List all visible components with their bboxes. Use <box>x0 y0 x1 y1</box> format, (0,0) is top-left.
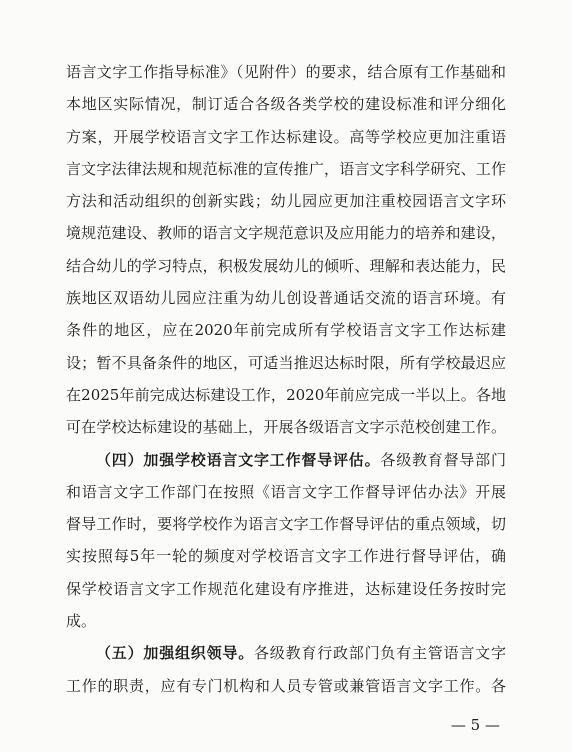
text-line <box>66 444 506 476</box>
page-number: — 5 — <box>450 716 500 734</box>
text-line: 可在学校达标建设的基础上，开展各级语言文字示范校创建工作。 <box>66 418 506 437</box>
text-line: 实按照每5年一轮的频度对学校语言文字工作进行督导评估，确 <box>66 547 506 566</box>
text-line: 结合幼儿的学习特点，积极发展幼儿的倾听、理解和表达能力，民 <box>66 256 506 275</box>
text-line: 境规范建设、教师的语言文字规范意识及应用能力的培养和建设， <box>66 224 506 243</box>
text-line: 在2025年前完成达标建设工作，2020年前应完成一半以上。各地 <box>66 385 506 404</box>
text-line: 言文字法律法规和规范标准的宣传推广，语言文字科学研究、工作 <box>66 159 506 178</box>
text-line: 保学校语言文字工作规范化建设有序推进，达标建设任务按时完 <box>66 579 506 598</box>
text-line: 和语言文字工作部门在按照《语言文字工作督导评估办法》开展 <box>66 482 506 501</box>
text-line: 成。 <box>66 612 97 631</box>
text-line <box>66 637 506 669</box>
paragraph-supervision <box>66 444 506 638</box>
text-line: 方法和活动组织的创新实践；幼儿园应更加注重校园语言文字环 <box>66 192 506 211</box>
text-line: 本地区实际情况，制订适合各级各类学校的建设标准和评分细化 <box>66 95 506 114</box>
paragraph-standards <box>66 56 506 444</box>
paragraph-leadership <box>66 637 506 702</box>
text-line: 工作的职责，应有专门机构和人员专管或兼管语言文字工作。各 <box>66 676 506 695</box>
text-line: 语言文字工作指导标准》（见附件）的要求，结合原有工作基础和 <box>66 63 506 81</box>
text-line: 条件的地区，应在2020年前完成所有学校语言文字工作达标建 <box>66 321 506 340</box>
section-heading: （四）加强学校语言文字工作督导评估。 <box>96 450 381 469</box>
body-text <box>66 56 506 702</box>
section-heading: （五）加强组织领导。 <box>96 644 254 663</box>
text-run: 各级教育督导部门 <box>380 450 506 469</box>
text-run: 各级教育行政部门负有主管语言文字 <box>254 644 506 663</box>
text-line: 族地区双语幼儿园应注重为幼儿创设普通话交流的语言环境。有 <box>66 289 506 308</box>
text-line: 督导工作时，要将学校作为语言文字工作督导评估的重点领域，切 <box>66 515 506 534</box>
text-line: 方案，开展学校语言文字工作达标建设。高等学校应更加注重语 <box>66 127 506 146</box>
text-line: 设；暂不具备条件的地区，可适当推迟达标时限，所有学校最迟应 <box>66 353 506 372</box>
